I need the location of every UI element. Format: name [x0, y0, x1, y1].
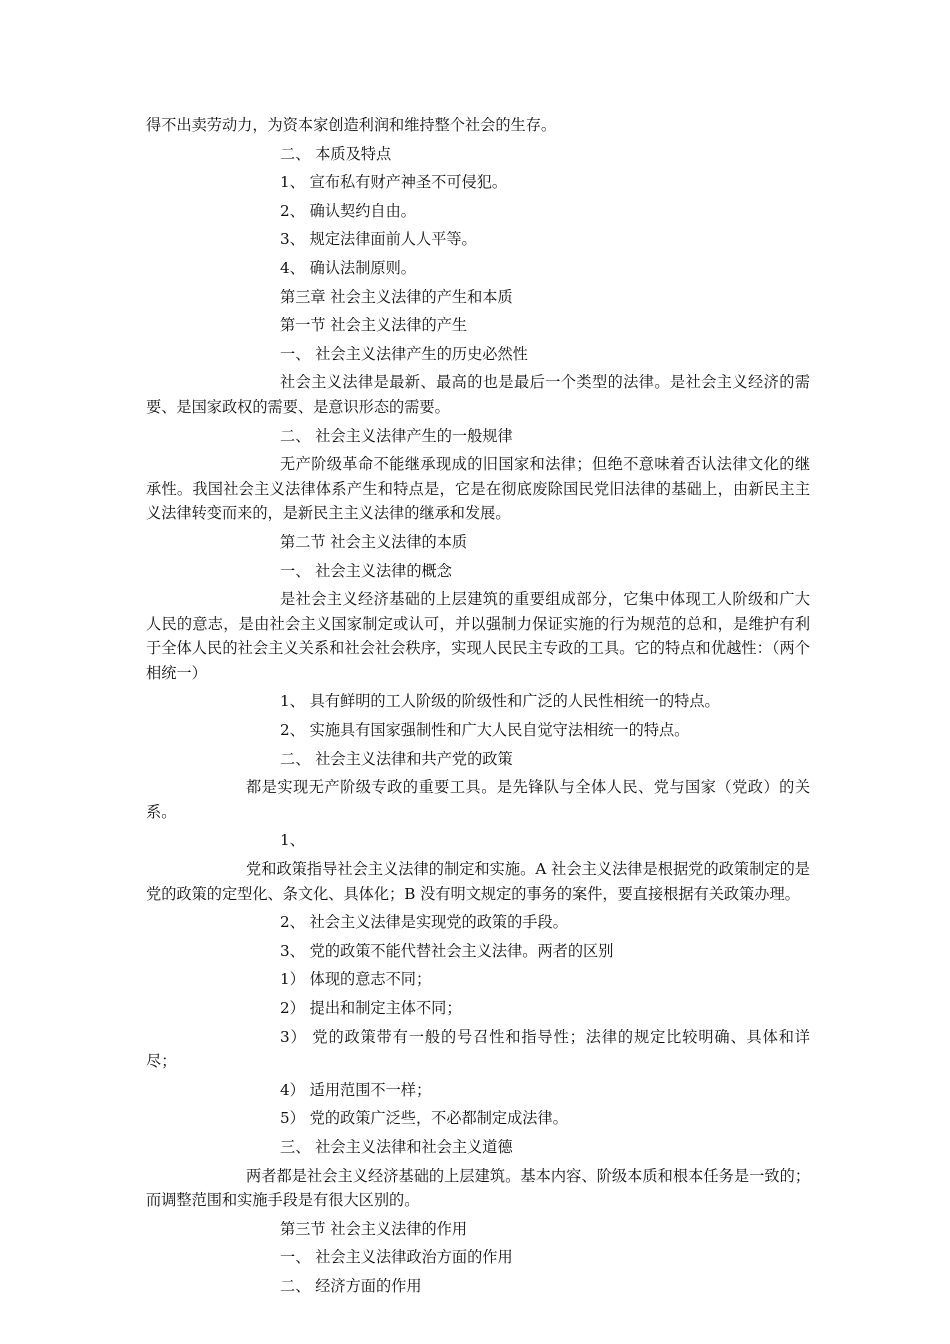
list-item: 4） 适用范围不一样； — [280, 1080, 432, 1099]
list-item: 3、 规定法律面前人人平等。 — [280, 230, 477, 249]
section-heading: 第一节 社会主义法律的产生 — [280, 316, 468, 335]
chapter-heading: 第三章 社会主义法律的产生和本质 — [280, 287, 513, 306]
list-item: 3、 党的政策不能代替社会主义法律。两者的区别 — [280, 941, 614, 960]
section-heading: 二、 本质及特点 — [280, 144, 392, 163]
paragraph: 两者都是社会主义经济基础的上层建筑。基本内容、阶级本质和根本任务是一致的；而调整范围和实施手段是有很大区别的。 — [146, 1166, 810, 1210]
subsection-heading: 一、 社会主义法律的概念 — [280, 561, 452, 580]
paragraph: 都是实现无产阶级专政的重要工具。是先锋队与全体人民、党与国家（党政）的关系。 — [146, 778, 810, 821]
section-heading: 第二节 社会主义法律的本质 — [280, 532, 468, 551]
list-item: 5） 党的政策广泛些，不必都制定成法律。 — [280, 1109, 568, 1128]
subsection-heading: 二、 社会主义法律和共产党的政策 — [280, 749, 513, 768]
subsection-heading: 二、 社会主义法律产生的一般规律 — [280, 426, 513, 445]
paragraph: 无产阶级革命不能继承现成的旧国家和法律；但绝不意味着否认法律文化的继承性。我国社会主义法律体系产生和特点是，它是在彻底废除国民党旧法律的基础上，由新民主主义法律转变而来的，是新民主主义法律的继承和发展。 — [146, 455, 810, 523]
list-item: 4、 确认法制原则。 — [280, 258, 416, 277]
paragraph: 是社会主义经济基础的上层建筑的重要组成部分，它集中体现工人阶级和广大人民的意志，是由社会主义国家制定或认可，并以强制力保证实施的行为规范的总和，是维护有利于全体人民的社会主义关系和社会社会秩序，实现人民民主专政的工具。它的特点和优越性：（两个相统一） — [146, 590, 810, 682]
list-item: 2、 社会主义法律是实现党的政策的手段。 — [280, 913, 568, 932]
list-item: 1、 宣布私有财产神圣不可侵犯。 — [280, 173, 508, 192]
paragraph: 党和政策指导社会主义法律的制定和实施。A 社会主义法律是根据党的政策制定的是党的政策的定型化、条文化、具体化；B 没有明文规定的事务的案件，要直接根据有关政策办理。 — [146, 860, 810, 903]
subsection-heading: 三、 社会主义法律和社会主义道德 — [280, 1137, 513, 1156]
list-item: 2、 实施具有国家强制性和广大人民自觉守法相统一的特点。 — [280, 721, 690, 740]
list-item: 1、 — [280, 831, 305, 850]
subsection-heading: 二、 经济方面的作用 — [280, 1276, 422, 1295]
document-page — [146, 113, 810, 1303]
list-item: 1、 具有鲜明的工人阶级的阶级性和广泛的人民性相统一的特点。 — [280, 692, 720, 711]
paragraph: 社会主义法律是最新、最高的也是最后一个类型的法律。是社会主义经济的需要、是国家政权的需要、是意识形态的需要。 — [146, 373, 810, 416]
list-item: 2） 提出和制定主体不同； — [280, 999, 462, 1017]
subsection-heading: 一、 社会主义法律产生的历史必然性 — [280, 344, 528, 363]
list-item: 3） 党的政策带有一般的号召性和指导性；法律的规定比较明确、具体和详尽； — [146, 1027, 810, 1071]
paragraph: 得不出卖劳动力，为资本家创造利润和维持整个社会的生存。 — [146, 116, 557, 134]
list-item: 1） 体现的意志不同； — [280, 970, 432, 989]
list-item: 2、 确认契约自由。 — [280, 201, 416, 220]
subsection-heading: 一、 社会主义法律政治方面的作用 — [280, 1248, 513, 1267]
section-heading: 第三节 社会主义法律的作用 — [280, 1219, 468, 1238]
